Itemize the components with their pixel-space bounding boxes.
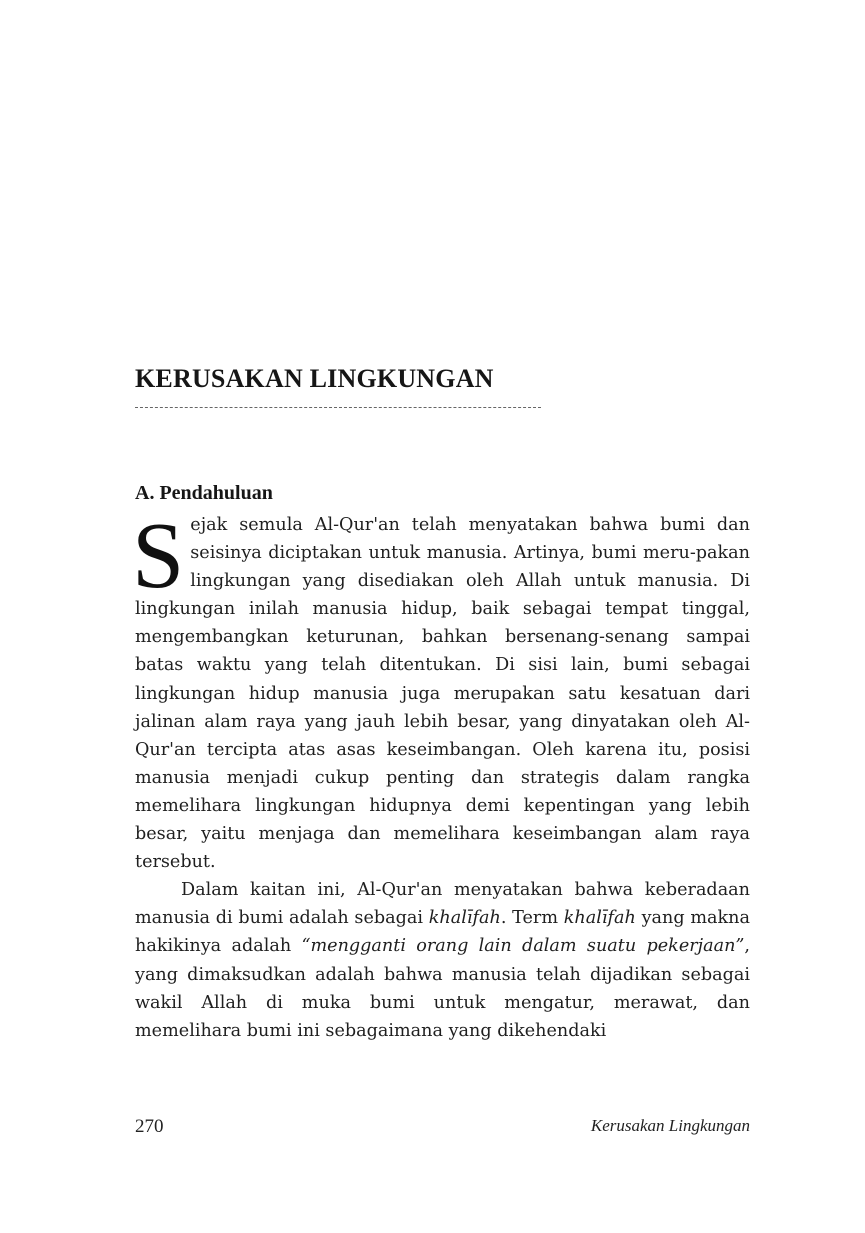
body-text — [132, 504, 750, 1045]
chapter-title: KERUSAKAN LINGKUNGAN — [135, 364, 494, 393]
paragraph-2-part-2: . Term — [500, 908, 564, 929]
section-heading: A. Pendahuluan — [135, 482, 273, 504]
paragraph-2 — [135, 876, 750, 1045]
paragraph-2-part-4: , yang dimaksudkan adalah bahwa manusia telah dijadikan sebagai wakil Allah di muka bumi untuk mengatur, merawat, dan memelihara bumi ini sebagaimana yang dikehendaki — [135, 936, 750, 1041]
term-khalifah: khalīfah — [428, 908, 501, 929]
paragraph-1 — [132, 504, 750, 876]
paragraph-2-part-1: Dalam kaitan ini, Al-Qur'an menyatakan bahwa keberadaan manusia di bumi adalah sebagai — [135, 880, 750, 929]
term-khalifah-2: khalīfah — [563, 908, 636, 929]
page-number: 270 — [135, 1116, 164, 1137]
paragraph-2-part-3: yang makna hakikinya adalah — [135, 908, 750, 957]
paragraph-1-text: ejak semula Al-Qur'an telah menyatakan bahwa bumi dan seisinya diciptakan untuk manusia. Artinya, bumi meru-pakan lingkungan yang disediakan oleh Allah untuk manusia. Di lingkungan inilah manusia hidup, baik sebagai tempat tinggal, mengembangkan keturunan, bahkan bersenang-senang sampai batas waktu yang telah ditentukan. Di sisi lain, bumi sebagai lingkungan hidup manusia juga merupakan satu kesatuan dari jalinan alam raya yang jauh lebih besar, yang dinyatakan oleh Al-Qur'an tercipta atas asas keseimbangan. Oleh karena itu, posisi manusia menjadi cukup penting dan strategis dalam rangka memelihara lingkungan hidupnya demi kepentingan yang lebih besar, yaitu menjaga dan memelihara keseimbangan alam raya tersebut. — [135, 515, 750, 873]
drop-cap: S — [132, 504, 185, 608]
title-dashed-rule — [135, 407, 541, 408]
definition-quote: “mengganti orang lain dalam suatu pekerjaan” — [301, 936, 745, 957]
running-footer-title: Kerusakan Lingkungan — [590, 1116, 750, 1135]
